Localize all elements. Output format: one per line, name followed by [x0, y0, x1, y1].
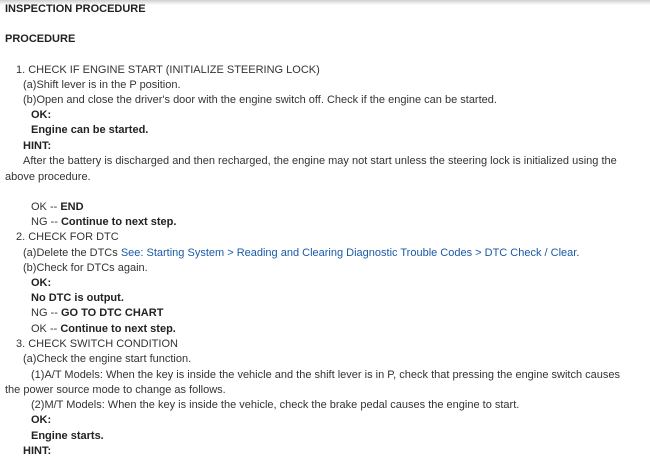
step1-ok-label: OK: [31, 109, 52, 121]
step1-heading: 1. CHECK IF ENGINE START (INITIALIZE STEERING LOCK) [16, 64, 320, 76]
step3-subitem-1-line1: (1)A/T Models: When the key is inside the vehicle and the shift lever is in P, check that pressing the engine switch causes [31, 369, 621, 381]
result-ng-action: Continue to next step. [60, 216, 177, 228]
step2-item-a-text: (a)Delete the DTCs [23, 247, 118, 259]
dtc-check-clear-link[interactable]: See: Starting System > Reading and Clearing Diagnostic Trouble Codes > DTC Check / Clear [120, 247, 577, 259]
step2-ok-label: OK: [31, 277, 52, 289]
step1-hint-line1: After the battery is discharged and then recharged, the engine may not start unless the steering lock is initialized using the [23, 155, 617, 167]
step2-result-ng [31, 306, 163, 321]
result-ok-prefix: OK -- [31, 323, 58, 335]
step1-ok-text: Engine can be started. [31, 124, 149, 136]
result-ng-prefix: NG -- [31, 216, 58, 228]
step3-ok-text: Engine starts. [31, 430, 104, 442]
section-title: PROCEDURE [5, 33, 76, 45]
step2-item-a-suffix: . [576, 247, 580, 259]
result-ng-action: GO TO DTC CHART [60, 307, 164, 319]
result-ok-action: END [60, 201, 84, 213]
step3-subitem-2: (2)M/T Models: When the key is inside the vehicle, check the brake pedal causes the engine to start. [31, 399, 520, 411]
step2-item-b: (b)Check for DTCs again. [23, 262, 148, 274]
page-title: INSPECTION PROCEDURE [5, 3, 146, 15]
step2-heading: 2. CHECK FOR DTC [16, 231, 119, 243]
step1-item-b: (b)Open and close the driver's door with the engine switch off. Check if the engine can be started. [23, 94, 497, 106]
step3-hint-label: HINT: [23, 445, 52, 457]
step3-subitem-1-line2: the power source mode to change as follows. [5, 384, 226, 396]
step3-ok-label: OK: [31, 414, 52, 426]
step2-ok-text: No DTC is output. [31, 292, 124, 304]
step1-hint-line2: above procedure. [5, 171, 91, 183]
result-ok-action: Continue to next step. [60, 323, 176, 335]
step3-item-a: (a)Check the engine start function. [23, 353, 192, 365]
step3-heading: 3. CHECK SWITCH CONDITION [16, 338, 178, 350]
step1-result-ng [31, 215, 176, 230]
step2-result-ok [31, 322, 176, 337]
step1-hint-label: HINT: [23, 140, 52, 152]
step2-item-a [23, 246, 579, 261]
result-ng-prefix: NG -- [31, 307, 58, 319]
step1-item-a: (a)Shift lever is in the P position. [23, 79, 181, 91]
result-ok-prefix: OK -- [31, 201, 58, 213]
step1-result-ok [31, 200, 84, 215]
